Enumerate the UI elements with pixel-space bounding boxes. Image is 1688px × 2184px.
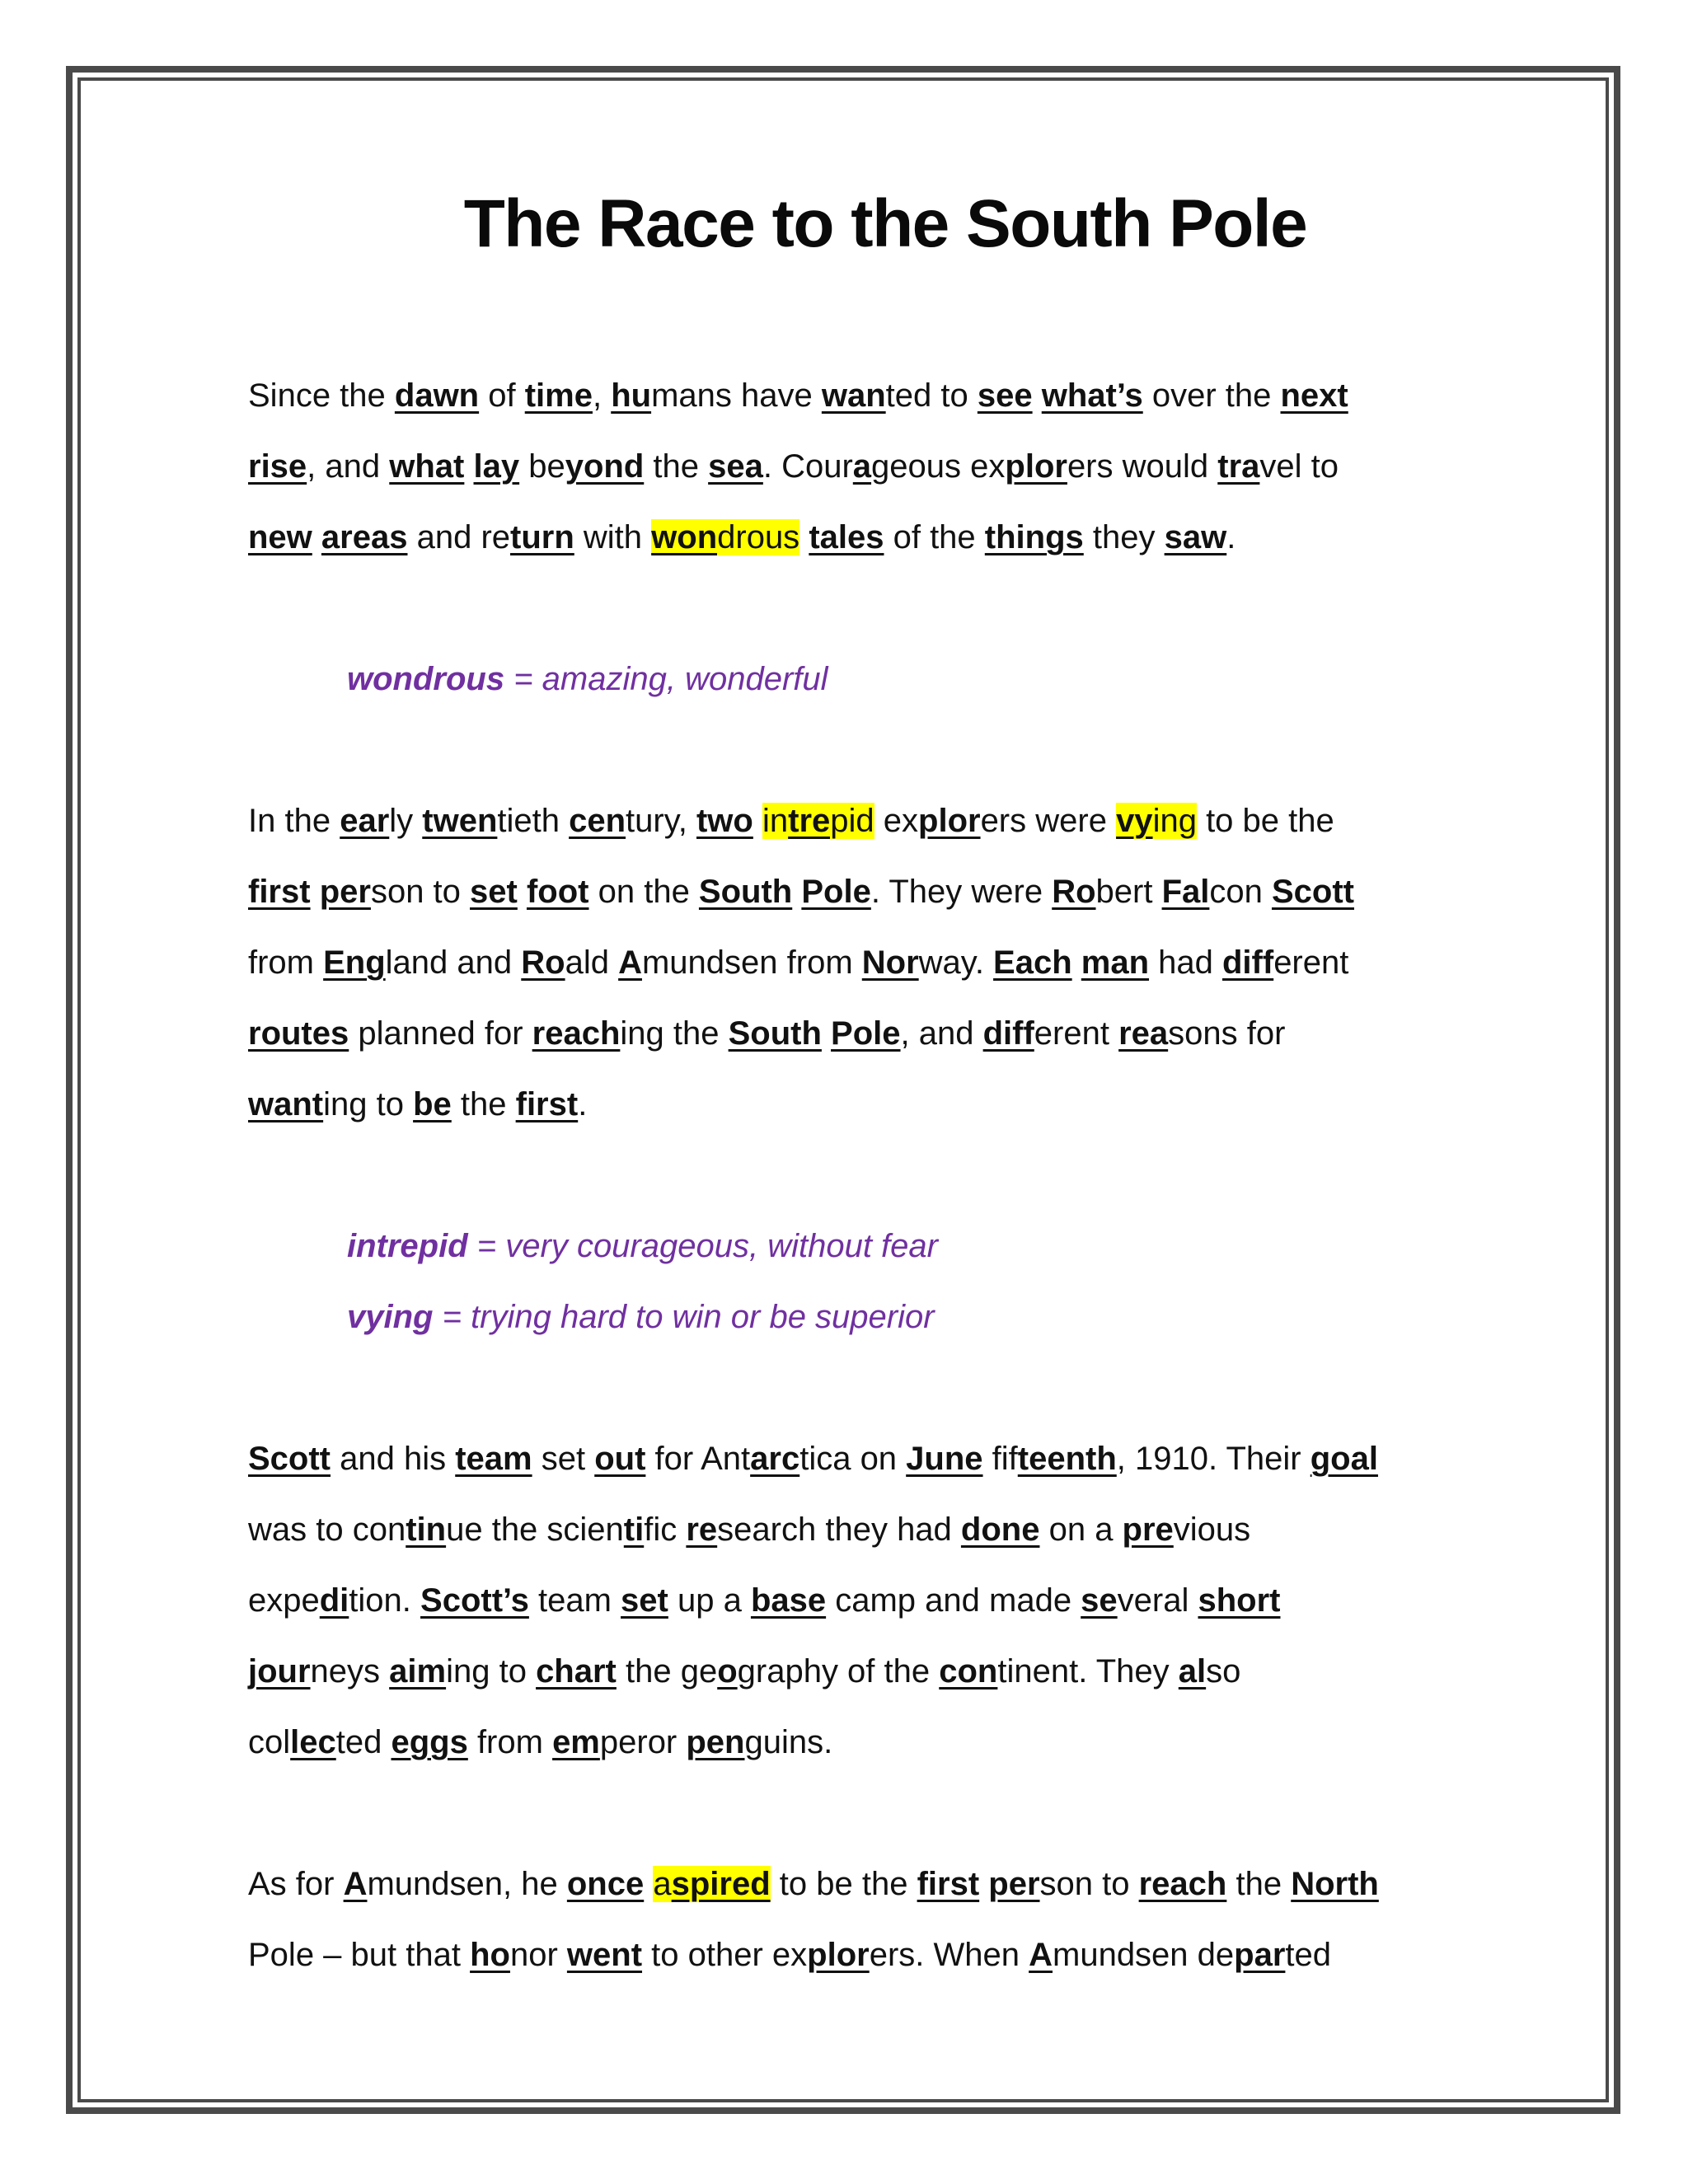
- text-line: [248, 785, 1460, 856]
- paragraph-4: [248, 1849, 1460, 1990]
- emphasized-syllable: Ro: [1052, 874, 1096, 910]
- emphasized-syllable: man: [1081, 944, 1150, 981]
- text-run: over the: [1142, 377, 1281, 414]
- highlighted-text: spired: [671, 1866, 771, 1902]
- emphasized-syllable: em: [552, 1724, 600, 1760]
- emphasized-syllable: ti: [623, 1511, 645, 1548]
- text-run: [792, 874, 801, 910]
- text-run: sons for: [1168, 1015, 1286, 1052]
- emphasized-syllable: wan: [821, 377, 886, 414]
- text-run: erent: [1034, 1015, 1119, 1052]
- emphasized-syllable: A: [343, 1866, 368, 1902]
- vocab-term: wondrous: [347, 661, 505, 697]
- emphasized-syllable: went: [566, 1937, 643, 1973]
- text-run: ing to: [323, 1086, 414, 1122]
- spacer: [248, 1778, 1460, 1849]
- text-run: the: [1226, 1866, 1292, 1902]
- emphasized-syllable: foot: [526, 874, 589, 910]
- emphasized-syllable: plor: [1005, 448, 1067, 485]
- emphasized-syllable: diff: [982, 1015, 1034, 1052]
- paragraph-2: [248, 785, 1460, 1140]
- text-run: As for: [248, 1866, 344, 1902]
- text-run: ers would: [1067, 448, 1218, 485]
- text-run: peror: [599, 1724, 687, 1760]
- emphasized-syllable: North: [1291, 1866, 1379, 1902]
- emphasized-syllable: Pole: [831, 1015, 901, 1052]
- text-line: [248, 998, 1460, 1069]
- text-run: fif: [982, 1441, 1018, 1477]
- text-run: con: [1209, 874, 1272, 910]
- emphasized-syllable: rea: [1118, 1015, 1169, 1052]
- text-line: [248, 1919, 1460, 1990]
- text-run: from: [248, 944, 324, 981]
- emphasized-syllable: out: [594, 1441, 646, 1477]
- text-run: ing the: [620, 1015, 729, 1052]
- text-run: ex: [874, 803, 919, 839]
- page-title: The Race to the South Pole: [463, 186, 1307, 261]
- text-run: mundsen from: [641, 944, 862, 981]
- text-run: planned for: [349, 1015, 532, 1052]
- text-run: [518, 874, 527, 910]
- emphasized-syllable: dawn: [394, 377, 480, 414]
- vocab-definition: = very courageous, without fear: [467, 1228, 938, 1264]
- text-run: for Ant: [645, 1441, 751, 1477]
- spacer: [248, 715, 1460, 785]
- text-run: [311, 874, 320, 910]
- text-run: to be the: [770, 1866, 917, 1902]
- emphasized-syllable: South: [728, 1015, 822, 1052]
- highlighted-text: vy: [1116, 803, 1153, 839]
- emphasized-syllable: first: [248, 874, 311, 910]
- text-run: son to: [1039, 1866, 1139, 1902]
- emphasized-syllable: sea: [708, 448, 763, 485]
- emphasized-syllable: eggs: [391, 1724, 468, 1760]
- text-run: so: [1206, 1653, 1241, 1690]
- emphasized-syllable: twen: [422, 803, 498, 839]
- spacer: [248, 1352, 1460, 1423]
- emphasized-syllable: tales: [809, 519, 884, 555]
- text-run: neys: [310, 1653, 390, 1690]
- text-run: fic: [644, 1511, 687, 1548]
- paragraph-1: [248, 360, 1460, 573]
- emphasized-syllable: new: [248, 519, 312, 555]
- text-run: search they had: [717, 1511, 961, 1548]
- text-run: tieth: [497, 803, 570, 839]
- text-run: the: [644, 448, 709, 485]
- text-line: [248, 502, 1460, 573]
- emphasized-syllable: se: [1081, 1582, 1118, 1619]
- text-run: , 1910. Their: [1116, 1441, 1311, 1477]
- emphasized-syllable: reach: [532, 1015, 621, 1052]
- text-run: .: [578, 1086, 588, 1122]
- text-run: mundsen de: [1053, 1937, 1235, 1973]
- text-run: son to: [370, 874, 471, 910]
- highlighted-text: a: [653, 1866, 672, 1902]
- emphasized-syllable: things: [984, 519, 1084, 555]
- text-run: team: [528, 1582, 621, 1619]
- emphasized-syllable: al: [1178, 1653, 1207, 1690]
- text-run: mans have: [651, 377, 822, 414]
- text-line: [248, 1707, 1460, 1778]
- text-run: [799, 519, 809, 555]
- text-run: bert: [1095, 874, 1162, 910]
- text-run: [644, 1866, 653, 1902]
- text-run: and re: [407, 519, 511, 555]
- text-run: Pole – but that: [248, 1937, 471, 1973]
- text-run: the ge: [616, 1653, 718, 1690]
- text-run: expe: [248, 1582, 320, 1619]
- emphasized-syllable: next: [1280, 377, 1348, 414]
- text-run: was to con: [248, 1511, 406, 1548]
- text-run: and his: [331, 1441, 456, 1477]
- emphasized-syllable: yond: [565, 448, 645, 485]
- text-line: [248, 856, 1460, 927]
- text-run: guins.: [744, 1724, 833, 1760]
- text-run: tica on: [799, 1441, 907, 1477]
- text-run: In the: [248, 803, 340, 839]
- text-run: [753, 803, 762, 839]
- text-run: vel to: [1259, 448, 1339, 485]
- emphasized-syllable: lay: [473, 448, 520, 485]
- emphasized-syllable: what’s: [1041, 377, 1143, 414]
- emphasized-syllable: short: [1198, 1582, 1281, 1619]
- paragraph-3: [248, 1423, 1460, 1778]
- text-run: up a: [668, 1582, 751, 1619]
- text-line: [248, 360, 1460, 431]
- emphasized-syllable: see: [977, 377, 1033, 414]
- emphasized-syllable: Nor: [861, 944, 919, 981]
- emphasized-syllable: be: [413, 1086, 452, 1122]
- text-line: [248, 1636, 1460, 1707]
- emphasized-syllable: plor: [807, 1937, 870, 1973]
- text-run: ing to: [446, 1653, 537, 1690]
- emphasized-syllable: A: [618, 944, 642, 981]
- emphasized-syllable: Eng: [323, 944, 386, 981]
- text-run: [464, 448, 473, 485]
- text-run: ald: [565, 944, 619, 981]
- highlighted-text: pid: [830, 803, 874, 839]
- highlighted-text: won: [651, 519, 718, 555]
- text-run: ted: [335, 1724, 392, 1760]
- vocab-definition: = trying hard to win or be superior: [433, 1299, 935, 1335]
- text-run: camp and made: [826, 1582, 1081, 1619]
- vocab-term: vying: [347, 1299, 434, 1335]
- highlighted-text: ing: [1152, 803, 1197, 839]
- text-run: [1072, 944, 1081, 981]
- text-run: land and: [385, 944, 522, 981]
- highlighted-text: drous: [717, 519, 800, 555]
- emphasized-syllable: jour: [248, 1653, 311, 1690]
- text-run: mundsen, he: [367, 1866, 567, 1902]
- emphasized-syllable: pen: [686, 1724, 745, 1760]
- emphasized-syllable: o: [717, 1653, 738, 1690]
- text-run: nor: [509, 1937, 567, 1973]
- emphasized-syllable: Fal: [1161, 874, 1210, 910]
- highlighted-text: tre: [788, 803, 831, 839]
- text-line: [248, 431, 1460, 502]
- emphasized-syllable: tin: [406, 1511, 447, 1548]
- emphasized-syllable: Scott’s: [420, 1582, 529, 1619]
- emphasized-syllable: want: [248, 1086, 324, 1122]
- text-run: be: [519, 448, 565, 485]
- emphasized-syllable: chart: [536, 1653, 617, 1690]
- emphasized-syllable: arc: [750, 1441, 800, 1477]
- emphasized-syllable: saw: [1164, 519, 1227, 555]
- emphasized-syllable: ear: [340, 803, 390, 839]
- text-run: ted: [1285, 1937, 1332, 1973]
- text-run: to be the: [1196, 803, 1334, 839]
- emphasized-syllable: Scott: [1271, 874, 1354, 910]
- emphasized-syllable: ho: [470, 1937, 510, 1973]
- vocab-term: intrepid: [347, 1228, 468, 1264]
- emphasized-syllable: cen: [569, 803, 626, 839]
- text-run: tinent. They: [997, 1653, 1179, 1690]
- text-run: geous ex: [871, 448, 1006, 485]
- emphasized-syllable: Each: [993, 944, 1072, 981]
- emphasized-syllable: pre: [1122, 1511, 1174, 1548]
- text-run: to other ex: [642, 1937, 808, 1973]
- text-run: with: [574, 519, 652, 555]
- text-run: , and: [307, 448, 390, 485]
- text-run: ers. When: [869, 1937, 1029, 1973]
- text-run: had: [1149, 944, 1222, 981]
- text-run: on a: [1039, 1511, 1123, 1548]
- text-run: [822, 1015, 831, 1052]
- emphasized-syllable: South: [698, 874, 793, 910]
- emphasized-syllable: teenth: [1017, 1441, 1117, 1477]
- text-run: [1033, 377, 1042, 414]
- emphasized-syllable: areas: [321, 519, 408, 555]
- text-run: ted to: [885, 377, 978, 414]
- emphasized-syllable: per: [988, 1866, 1040, 1902]
- emphasized-syllable: Pole: [801, 874, 871, 910]
- emphasized-syllable: plor: [918, 803, 981, 839]
- emphasized-syllable: team: [455, 1441, 532, 1477]
- emphasized-syllable: time: [524, 377, 593, 414]
- text-run: graphy of the: [737, 1653, 940, 1690]
- text-run: . Cour: [762, 448, 853, 485]
- text-run: of the: [884, 519, 985, 555]
- vocab-entry: [347, 1282, 1460, 1352]
- text-run: ly: [389, 803, 423, 839]
- text-run: they: [1083, 519, 1165, 555]
- emphasized-syllable: goal: [1310, 1441, 1378, 1477]
- text-run: vious: [1173, 1511, 1251, 1548]
- emphasized-syllable: once: [566, 1866, 645, 1902]
- emphasized-syllable: a: [852, 448, 872, 485]
- vocab-entry: [347, 1211, 1460, 1282]
- text-run: from: [467, 1724, 553, 1760]
- text-run: , and: [900, 1015, 983, 1052]
- text-run: col: [248, 1724, 291, 1760]
- text-run: [312, 519, 321, 555]
- emphasized-syllable: lec: [290, 1724, 336, 1760]
- text-line: [248, 927, 1460, 998]
- text-run: ue the scien: [446, 1511, 624, 1548]
- emphasized-syllable: rise: [248, 448, 307, 485]
- text-run: tion.: [349, 1582, 421, 1619]
- emphasized-syllable: per: [319, 874, 371, 910]
- emphasized-syllable: first: [515, 1086, 579, 1122]
- emphasized-syllable: con: [939, 1653, 998, 1690]
- text-run: veral: [1117, 1582, 1198, 1619]
- vocab-entry: [347, 644, 1460, 715]
- text-line: [248, 1423, 1460, 1494]
- text-line: [248, 1069, 1460, 1140]
- emphasized-syllable: reach: [1138, 1866, 1227, 1902]
- text-run: ,: [592, 377, 612, 414]
- emphasized-syllable: diff: [1222, 944, 1274, 981]
- emphasized-syllable: Scott: [248, 1441, 331, 1477]
- emphasized-syllable: re: [686, 1511, 718, 1548]
- text-run: [979, 1866, 988, 1902]
- text-line: [248, 1849, 1460, 1919]
- vocab-definition: = amazing, wonderful: [504, 661, 828, 697]
- text-run: ers were: [980, 803, 1117, 839]
- emphasized-syllable: tra: [1217, 448, 1260, 485]
- text-run: set: [532, 1441, 595, 1477]
- emphasized-syllable: par: [1234, 1937, 1286, 1973]
- text-line: [248, 1565, 1460, 1636]
- highlighted-text: in: [762, 803, 789, 839]
- emphasized-syllable: two: [696, 803, 753, 839]
- document-body: [248, 360, 1460, 1990]
- text-run: on the: [588, 874, 699, 910]
- spacer: [248, 1140, 1460, 1211]
- text-line: [248, 1494, 1460, 1565]
- emphasized-syllable: routes: [248, 1015, 349, 1052]
- emphasized-syllable: set: [621, 1582, 668, 1619]
- text-run: .: [1226, 519, 1236, 555]
- emphasized-syllable: turn: [510, 519, 574, 555]
- text-run: the: [451, 1086, 516, 1122]
- text-run: Since the: [248, 377, 395, 414]
- emphasized-syllable: what: [389, 448, 465, 485]
- emphasized-syllable: hu: [611, 377, 652, 414]
- text-run: way.: [918, 944, 994, 981]
- text-run: of: [479, 377, 525, 414]
- emphasized-syllable: June: [906, 1441, 983, 1477]
- emphasized-syllable: aim: [389, 1653, 447, 1690]
- emphasized-syllable: di: [319, 1582, 349, 1619]
- text-run: erent: [1273, 944, 1349, 981]
- text-run: . They were: [870, 874, 1053, 910]
- emphasized-syllable: base: [750, 1582, 827, 1619]
- spacer: [248, 573, 1460, 644]
- emphasized-syllable: first: [917, 1866, 980, 1902]
- text-run: tury,: [626, 803, 696, 839]
- emphasized-syllable: set: [470, 874, 518, 910]
- emphasized-syllable: done: [960, 1511, 1040, 1548]
- emphasized-syllable: A: [1029, 1937, 1053, 1973]
- emphasized-syllable: Ro: [521, 944, 565, 981]
